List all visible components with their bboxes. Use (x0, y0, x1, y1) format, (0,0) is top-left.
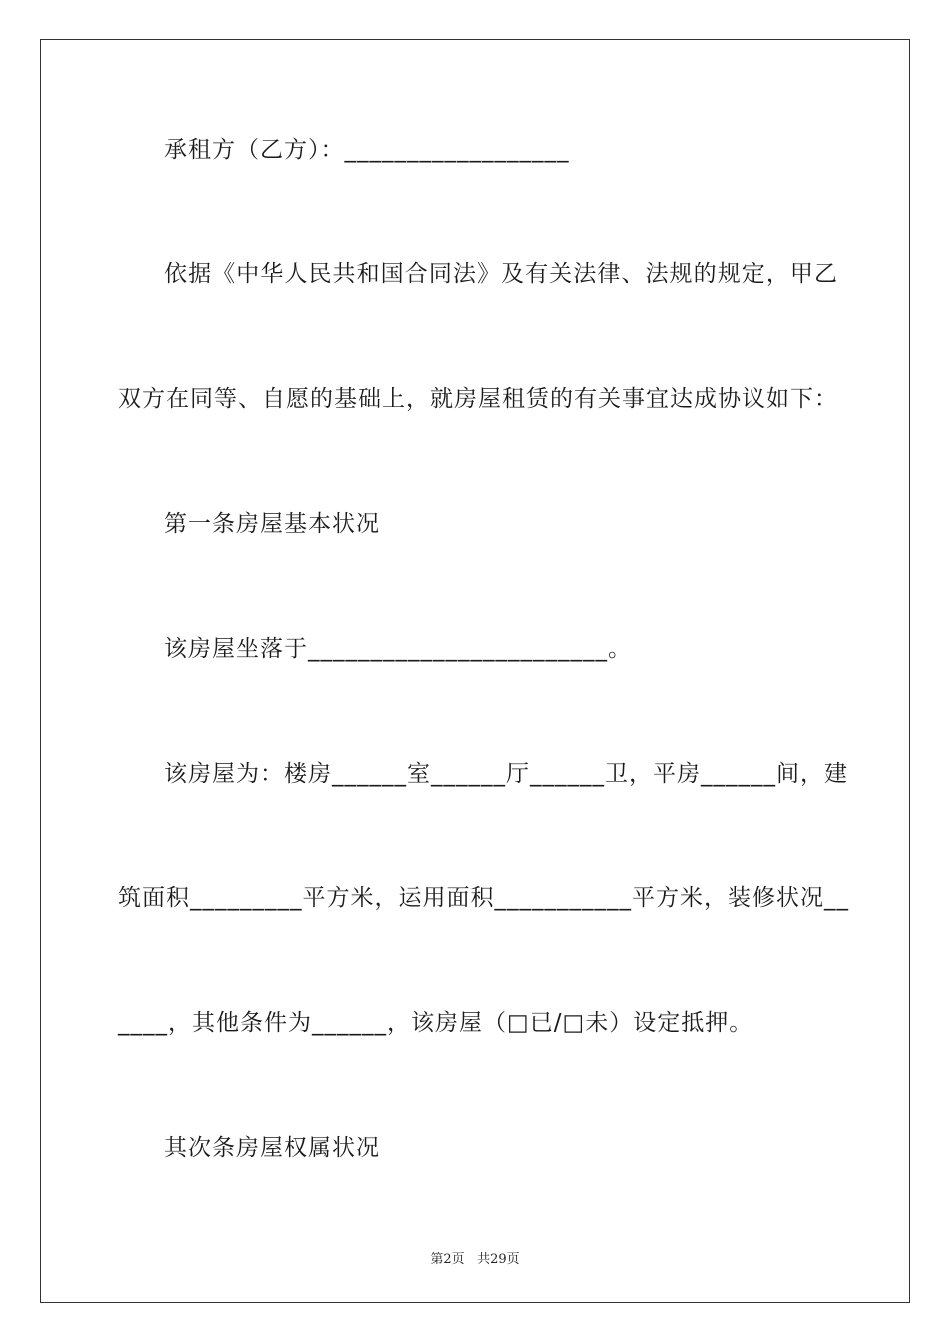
location-line: 该房屋坐落于________________________。 (164, 636, 632, 662)
page-number: 第2页 (430, 1252, 465, 1267)
page-footer (0, 1248, 950, 1267)
article-1-heading: 第一条房屋基本状况 (164, 511, 380, 537)
total-pages: 共29页 (477, 1252, 520, 1267)
article-2-heading: 其次条房屋权属状况 (164, 1135, 380, 1161)
page-border (40, 39, 910, 1303)
lessee-line: 承租方（乙方）：__________________ (164, 137, 570, 163)
house-type-line-1: 该房屋为：楼房______室______厅______卫，平房______间，建 (164, 761, 848, 787)
paragraph-basis-line-2: 双方在同等、自愿的基础上，就房屋租赁的有关事宜达成协议如下： (118, 386, 838, 412)
paragraph-basis-line-1: 依据《中华人民共和国合同法》及有关法律、法规的规定，甲乙 (164, 261, 838, 287)
house-type-line-2: 筑面积_________平方米，运用面积___________平方米，装修状况__ (118, 885, 849, 911)
house-type-line-3: ____，其他条件为______，该房屋（□已/□未）设定抵押。 (118, 1010, 754, 1036)
